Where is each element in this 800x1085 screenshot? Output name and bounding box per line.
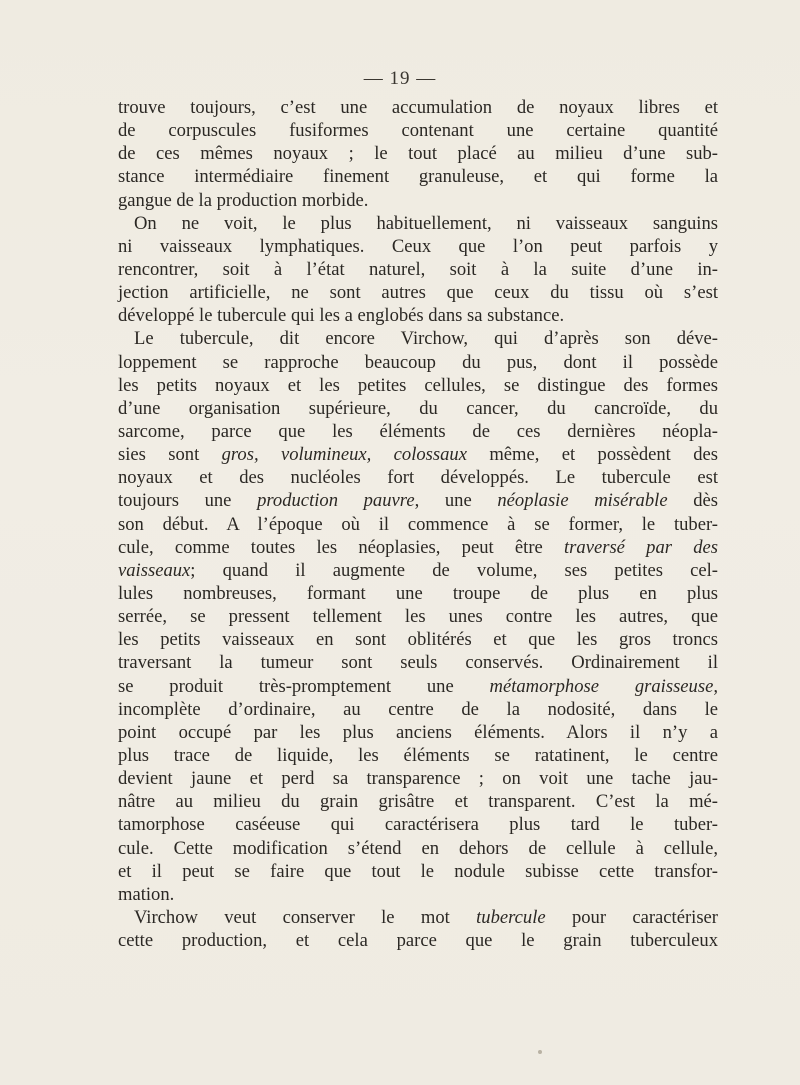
text-segment: les petits noyaux et les petites cellules, se distingue des formes <box>118 374 718 396</box>
text-segment: point occupé par les plus anciens éléments. Alors il n’y a <box>118 721 718 743</box>
text-line <box>118 281 718 304</box>
text-segment: , une <box>414 490 498 512</box>
text-segment: se produit très-promptement une <box>118 675 490 697</box>
text-segment: cule, comme toutes les néoplasies, peut être <box>118 536 564 558</box>
text-line <box>118 351 718 374</box>
text-line <box>118 212 718 235</box>
text-line <box>118 374 718 397</box>
text-line <box>118 559 718 582</box>
text-segment: développé le tubercule qui les a englobés dans sa substance. <box>118 305 565 327</box>
text-segment: pour caractériser <box>545 906 718 928</box>
text-line <box>118 142 718 165</box>
text-segment: serrée, se pressent tellement les unes contre les autres, que <box>118 606 718 628</box>
text-segment: devient jaune et perd sa transparence ; on voit une tache jau- <box>118 768 718 790</box>
text-segment: rencontrer, soit à l’état naturel, soit à la suite d’une in- <box>118 258 718 280</box>
text-line <box>118 466 718 489</box>
italic-text-segment: gros, volumineux, colossaux <box>221 444 467 466</box>
text-segment: noyaux et des nucléoles fort développés. Le tubercule est <box>118 467 718 489</box>
text-segment: stance intermédiaire finement granuleuse, et qui forme la <box>118 166 718 188</box>
italic-text-segment: production pauvre <box>257 490 415 512</box>
text-line <box>118 628 718 651</box>
italic-text-segment: tubercule <box>476 906 546 928</box>
text-line <box>118 883 718 906</box>
text-segment: et il peut se faire que tout le nodule subisse cette transfor- <box>118 860 718 882</box>
text-line <box>118 119 718 142</box>
text-segment: tamorphose caséeuse qui caractérisera plus tard le tuber- <box>118 814 718 836</box>
text-line <box>118 258 718 281</box>
text-line <box>118 165 718 188</box>
text-segment: nâtre au milieu du grain grisâtre et transparent. C’est la mé- <box>118 791 718 813</box>
text-line <box>118 813 718 836</box>
text-line <box>118 744 718 767</box>
text-segment: ; quand il augmente de volume, ses petites cel- <box>190 559 718 581</box>
text-line <box>118 420 718 443</box>
text-line <box>118 489 718 512</box>
text-segment: cette production, et cela parce que le grain tuberculeux <box>118 930 718 952</box>
text-line <box>118 513 718 536</box>
text-segment: mation. <box>118 883 175 905</box>
text-line <box>118 397 718 420</box>
text-segment: de ces mêmes noyaux ; le tout placé au milieu d’une sub- <box>118 143 718 165</box>
page-number: — 19 — <box>363 68 437 89</box>
text-segment: traversant la tumeur sont seuls conservés. Ordinairement il <box>118 652 718 674</box>
body-text <box>118 96 718 952</box>
text-segment: On ne voit, le plus habituellement, ni vaisseaux sanguins <box>134 212 718 234</box>
text-line <box>118 860 718 883</box>
text-line <box>118 582 718 605</box>
text-segment: Le tubercule, dit encore Virchow, qui d’après son déve- <box>134 328 718 350</box>
text-segment: dès <box>667 490 718 512</box>
text-line <box>118 605 718 628</box>
text-line <box>118 767 718 790</box>
text-line <box>118 443 718 466</box>
text-segment: lules nombreuses, formant une troupe de plus en plus <box>118 582 718 604</box>
text-segment: les petits vaisseaux en sont oblitérés et que les gros troncs <box>118 629 718 651</box>
italic-text-segment: vaisseaux <box>118 559 191 581</box>
italic-text-segment: néoplasie misérable <box>497 490 668 512</box>
text-segment: toujours une <box>118 490 258 512</box>
text-segment: même, et possèdent des <box>466 444 718 466</box>
text-line <box>118 906 718 929</box>
text-line <box>118 327 718 350</box>
text-segment: son début. A l’époque où il commence à se former, le tuber- <box>118 513 718 535</box>
italic-text-segment: traversé par des <box>564 536 719 558</box>
text-segment: ni vaisseaux lymphatiques. Ceux que l’on peut parfois y <box>118 235 718 257</box>
text-segment: loppement se rapproche beaucoup du pus, dont il possède <box>118 351 718 373</box>
text-segment: plus trace de liquide, les éléments se ratatinent, le centre <box>118 744 718 766</box>
text-line <box>118 721 718 744</box>
text-segment: jection artificielle, ne sont autres que ceux du tissu où s’est <box>118 282 718 304</box>
text-line <box>118 235 718 258</box>
text-segment: sarcome, parce que les éléments de ces dernières néopla- <box>118 420 718 442</box>
paper-speck <box>538 1050 542 1054</box>
text-line <box>118 96 718 119</box>
text-segment: d’une organisation supérieure, du cancer, du cancroïde, du <box>118 397 718 419</box>
text-line <box>118 536 718 559</box>
text-segment: gangue de la production morbide. <box>118 189 369 211</box>
text-line <box>118 698 718 721</box>
text-line <box>118 651 718 674</box>
italic-text-segment: métamorphose graisseuse, <box>489 675 718 697</box>
text-segment: incomplète d’ordinaire, au centre de la nodosité, dans le <box>118 698 718 720</box>
text-line <box>118 189 718 212</box>
text-segment: cule. Cette modification s’étend en dehors de cellule à cellule, <box>118 837 718 859</box>
text-line <box>118 304 718 327</box>
text-segment: trouve toujours, c’est une accumulation de noyaux libres et <box>118 97 718 118</box>
text-segment: sies sont <box>118 444 222 466</box>
text-line <box>118 837 718 860</box>
text-line <box>118 790 718 813</box>
text-line <box>118 929 718 952</box>
text-segment: Virchow veut conserver le mot <box>134 906 477 928</box>
text-segment: de corpuscules fusiformes contenant une certaine quantité <box>118 120 718 142</box>
text-line <box>118 675 718 698</box>
